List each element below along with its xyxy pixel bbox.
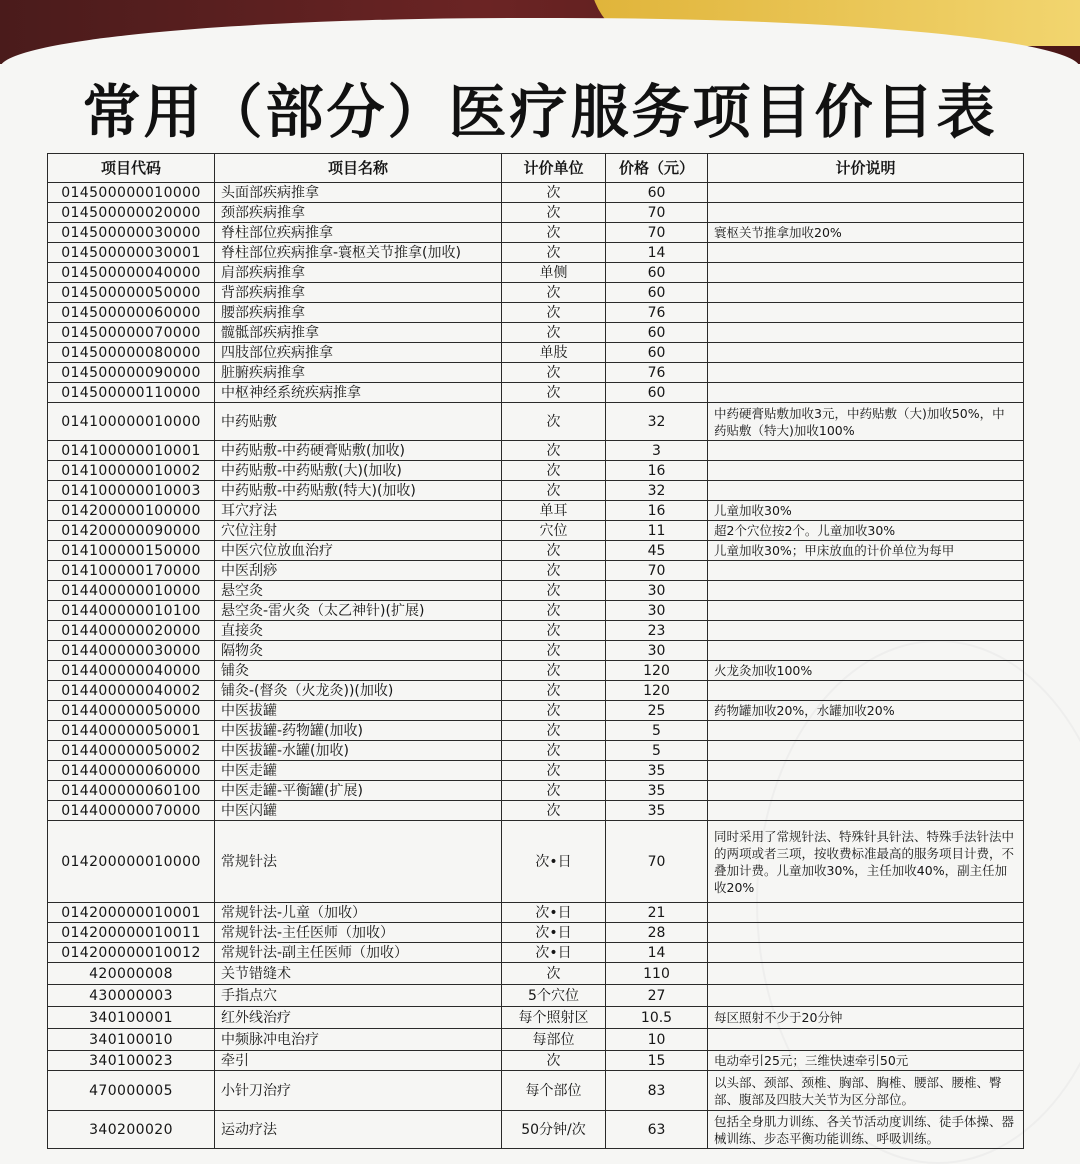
cell-unit: 每个部位 — [502, 1071, 606, 1111]
cell-note — [708, 263, 1024, 283]
table-row — [48, 1051, 1024, 1071]
cell-name: 铺灸 — [215, 661, 502, 681]
cell-note: 以头部、颈部、颈椎、胸部、胸椎、腰部、腰椎、臀部、腹部及四肢大关节为区分部位。 — [708, 1071, 1024, 1111]
cell-name: 四肢部位疾病推拿 — [215, 343, 502, 363]
cell-note — [708, 741, 1024, 761]
cell-code: 014400000040002 — [48, 681, 215, 701]
cell-price: 30 — [606, 601, 708, 621]
cell-price: 21 — [606, 903, 708, 923]
cell-note — [708, 721, 1024, 741]
table-row — [48, 721, 1024, 741]
cell-unit: 次 — [502, 403, 606, 441]
cell-name: 常规针法-主任医师（加收） — [215, 923, 502, 943]
cell-unit: 每个照射区 — [502, 1007, 606, 1029]
cell-code: 430000003 — [48, 985, 215, 1007]
cell-code: 014400000060000 — [48, 761, 215, 781]
cell-code: 420000008 — [48, 963, 215, 985]
cell-code: 014500000030000 — [48, 223, 215, 243]
cell-unit: 次•日 — [502, 943, 606, 963]
table-row — [48, 343, 1024, 363]
header-name: 项目名称 — [215, 154, 502, 183]
cell-code: 014400000020000 — [48, 621, 215, 641]
cell-unit: 次 — [502, 721, 606, 741]
header-price: 价格（元） — [606, 154, 708, 183]
table-row — [48, 985, 1024, 1007]
cell-name: 中频脉冲电治疗 — [215, 1029, 502, 1051]
cell-unit: 次 — [502, 561, 606, 581]
cell-unit: 次 — [502, 1051, 606, 1071]
cell-price: 70 — [606, 203, 708, 223]
cell-name: 中枢神经系统疾病推拿 — [215, 383, 502, 403]
cell-unit: 次 — [502, 621, 606, 641]
cell-name: 中医闪罐 — [215, 801, 502, 821]
cell-price: 70 — [606, 561, 708, 581]
cell-note — [708, 303, 1024, 323]
table-row — [48, 1111, 1024, 1149]
cell-price: 70 — [606, 223, 708, 243]
cell-name: 背部疾病推拿 — [215, 283, 502, 303]
price-table — [47, 153, 1024, 1149]
cell-price: 16 — [606, 461, 708, 481]
cell-price: 60 — [606, 383, 708, 403]
cell-price: 14 — [606, 243, 708, 263]
cell-price: 30 — [606, 641, 708, 661]
table-header-row — [48, 154, 1024, 183]
cell-note — [708, 761, 1024, 781]
cell-name: 中医拔罐-药物罐(加收) — [215, 721, 502, 741]
table-row — [48, 263, 1024, 283]
cell-price: 32 — [606, 481, 708, 501]
cell-price: 120 — [606, 661, 708, 681]
cell-note — [708, 601, 1024, 621]
table-row — [48, 461, 1024, 481]
cell-price: 32 — [606, 403, 708, 441]
table-row — [48, 801, 1024, 821]
cell-code: 014100000010002 — [48, 461, 215, 481]
cell-code: 014100000010000 — [48, 403, 215, 441]
cell-code: 014400000010100 — [48, 601, 215, 621]
cell-name: 常规针法 — [215, 821, 502, 903]
cell-code: 014500000060000 — [48, 303, 215, 323]
cell-note — [708, 203, 1024, 223]
cell-price: 10 — [606, 1029, 708, 1051]
table-row — [48, 303, 1024, 323]
cell-price: 14 — [606, 943, 708, 963]
cell-name: 脊柱部位疾病推拿-寰枢关节推拿(加收) — [215, 243, 502, 263]
cell-code: 014100000150000 — [48, 541, 215, 561]
cell-price: 35 — [606, 761, 708, 781]
table-row — [48, 323, 1024, 343]
cell-code: 014400000030000 — [48, 641, 215, 661]
cell-unit: 次 — [502, 801, 606, 821]
cell-code: 014500000010000 — [48, 183, 215, 203]
cell-unit: 次 — [502, 243, 606, 263]
table-row — [48, 943, 1024, 963]
cell-unit: 次 — [502, 223, 606, 243]
cell-code: 014400000060100 — [48, 781, 215, 801]
cell-unit: 次 — [502, 441, 606, 461]
cell-unit: 次 — [502, 303, 606, 323]
cell-name: 红外线治疗 — [215, 1007, 502, 1029]
cell-note — [708, 943, 1024, 963]
page-title: 常用（部分）医疗服务项目价目表 — [82, 78, 998, 146]
cell-code: 014500000050000 — [48, 283, 215, 303]
cell-unit: 次 — [502, 323, 606, 343]
cell-name: 常规针法-副主任医师（加收） — [215, 943, 502, 963]
cell-price: 60 — [606, 323, 708, 343]
cell-note — [708, 801, 1024, 821]
cell-unit: 次 — [502, 363, 606, 383]
cell-unit: 次 — [502, 681, 606, 701]
cell-code: 014500000040000 — [48, 263, 215, 283]
cell-unit: 次 — [502, 781, 606, 801]
cell-name: 小针刀治疗 — [215, 1071, 502, 1111]
table-row — [48, 923, 1024, 943]
cell-note: 同时采用了常规针法、特殊针具针法、特殊手法针法中的两项或者三项，按收费标准最高的服务项目计费，不叠加计费。儿童加收30%，主任加收40%，副主任加收20% — [708, 821, 1024, 903]
cell-name: 中医拔罐 — [215, 701, 502, 721]
cell-unit: 次 — [502, 601, 606, 621]
table-row — [48, 203, 1024, 223]
table-row — [48, 963, 1024, 985]
cell-code: 014400000040000 — [48, 661, 215, 681]
table-row — [48, 601, 1024, 621]
cell-code: 014500000090000 — [48, 363, 215, 383]
cell-note — [708, 781, 1024, 801]
table-row — [48, 481, 1024, 501]
cell-unit: 次 — [502, 541, 606, 561]
cell-unit: 50分钟/次 — [502, 1111, 606, 1149]
cell-price: 3 — [606, 441, 708, 461]
cell-note — [708, 985, 1024, 1007]
cell-code: 014400000010000 — [48, 581, 215, 601]
cell-price: 23 — [606, 621, 708, 641]
cell-code: 014400000050002 — [48, 741, 215, 761]
cell-note: 中药硬膏贴敷加收3元，中药贴敷（大)加收50%，中药贴敷（特大)加收100% — [708, 403, 1024, 441]
cell-name: 头面部疾病推拿 — [215, 183, 502, 203]
cell-note — [708, 461, 1024, 481]
cell-note — [708, 323, 1024, 343]
cell-price: 110 — [606, 963, 708, 985]
cell-note — [708, 681, 1024, 701]
cell-note — [708, 183, 1024, 203]
table-row — [48, 363, 1024, 383]
cell-price: 60 — [606, 183, 708, 203]
cell-price: 15 — [606, 1051, 708, 1071]
cell-note — [708, 383, 1024, 403]
cell-note — [708, 343, 1024, 363]
cell-code: 340100010 — [48, 1029, 215, 1051]
cell-note — [708, 621, 1024, 641]
cell-name: 关节错缝术 — [215, 963, 502, 985]
cell-code: 014400000050000 — [48, 701, 215, 721]
table-row — [48, 1007, 1024, 1029]
cell-name: 脊柱部位疾病推拿 — [215, 223, 502, 243]
cell-code: 014200000090000 — [48, 521, 215, 541]
cell-price: 5 — [606, 741, 708, 761]
cell-note — [708, 641, 1024, 661]
cell-code: 014500000070000 — [48, 323, 215, 343]
cell-price: 60 — [606, 263, 708, 283]
cell-name: 腰部疾病推拿 — [215, 303, 502, 323]
cell-price: 83 — [606, 1071, 708, 1111]
cell-code: 014400000050001 — [48, 721, 215, 741]
cell-name: 常规针法-儿童（加收） — [215, 903, 502, 923]
cell-note: 火龙灸加收100% — [708, 661, 1024, 681]
table-row — [48, 403, 1024, 441]
cell-name: 悬空灸-雷火灸（太乙神针)(扩展) — [215, 601, 502, 621]
cell-note — [708, 481, 1024, 501]
cell-name: 中药贴敷 — [215, 403, 502, 441]
cell-code: 014500000030001 — [48, 243, 215, 263]
cell-price: 63 — [606, 1111, 708, 1149]
cell-note: 电动牵引25元；三维快速牵引50元 — [708, 1051, 1024, 1071]
cell-unit: 单耳 — [502, 501, 606, 521]
cell-note: 药物罐加收20%，水罐加收20% — [708, 701, 1024, 721]
cell-name: 中药贴敷-中药贴敷(大)(加收) — [215, 461, 502, 481]
cell-name: 肩部疾病推拿 — [215, 263, 502, 283]
cell-note — [708, 963, 1024, 985]
cell-code: 014200000010011 — [48, 923, 215, 943]
cell-unit: 次•日 — [502, 903, 606, 923]
cell-price: 76 — [606, 303, 708, 323]
table-row — [48, 903, 1024, 923]
table-row — [48, 621, 1024, 641]
cell-name: 隔物灸 — [215, 641, 502, 661]
table-row — [48, 681, 1024, 701]
table-body — [48, 183, 1024, 1149]
header-unit: 计价单位 — [502, 154, 606, 183]
cell-unit: 穴位 — [502, 521, 606, 541]
cell-price: 35 — [606, 801, 708, 821]
cell-name: 中医拔罐-水罐(加收) — [215, 741, 502, 761]
cell-name: 悬空灸 — [215, 581, 502, 601]
cell-code: 014100000010003 — [48, 481, 215, 501]
cell-code: 014400000070000 — [48, 801, 215, 821]
cell-price: 60 — [606, 343, 708, 363]
cell-price: 45 — [606, 541, 708, 561]
table-row — [48, 1071, 1024, 1111]
header-note: 计价说明 — [708, 154, 1024, 183]
cell-note: 包括全身肌力训练、各关节活动度训练、徒手体操、器械训练、步态平衡功能训练、呼吸训练。 — [708, 1111, 1024, 1149]
cell-unit: 次 — [502, 641, 606, 661]
cell-price: 11 — [606, 521, 708, 541]
cell-name: 铺灸-(督灸（火龙灸))(加收) — [215, 681, 502, 701]
cell-unit: 次 — [502, 761, 606, 781]
table-row — [48, 761, 1024, 781]
cell-price: 120 — [606, 681, 708, 701]
cell-price: 10.5 — [606, 1007, 708, 1029]
cell-unit: 次 — [502, 661, 606, 681]
cell-code: 014500000020000 — [48, 203, 215, 223]
cell-name: 中医刮痧 — [215, 561, 502, 581]
cell-name: 穴位注射 — [215, 521, 502, 541]
cell-code: 340100023 — [48, 1051, 215, 1071]
cell-name: 中医穴位放血治疗 — [215, 541, 502, 561]
cell-name: 牵引 — [215, 1051, 502, 1071]
cell-note: 儿童加收30% — [708, 501, 1024, 521]
cell-code: 340200020 — [48, 1111, 215, 1149]
cell-unit: 次•日 — [502, 923, 606, 943]
cell-unit: 单肢 — [502, 343, 606, 363]
cell-unit: 次 — [502, 741, 606, 761]
cell-code: 014200000010012 — [48, 943, 215, 963]
cell-unit: 次 — [502, 701, 606, 721]
table-row — [48, 741, 1024, 761]
cell-note — [708, 923, 1024, 943]
cell-price: 60 — [606, 283, 708, 303]
table-row — [48, 641, 1024, 661]
cell-price: 25 — [606, 701, 708, 721]
cell-unit: 次 — [502, 581, 606, 601]
cell-unit: 5个穴位 — [502, 985, 606, 1007]
cell-code: 014100000170000 — [48, 561, 215, 581]
table-row — [48, 501, 1024, 521]
table-row — [48, 383, 1024, 403]
cell-note — [708, 441, 1024, 461]
cell-unit: 次 — [502, 963, 606, 985]
table-row — [48, 701, 1024, 721]
cell-price: 27 — [606, 985, 708, 1007]
cell-unit: 单侧 — [502, 263, 606, 283]
table-row — [48, 223, 1024, 243]
header-code: 项目代码 — [48, 154, 215, 183]
cell-code: 014500000110000 — [48, 383, 215, 403]
cell-price: 5 — [606, 721, 708, 741]
cell-name: 手指点穴 — [215, 985, 502, 1007]
table-row — [48, 581, 1024, 601]
table-row — [48, 541, 1024, 561]
cell-name: 直接灸 — [215, 621, 502, 641]
cell-price: 76 — [606, 363, 708, 383]
table-row — [48, 441, 1024, 461]
cell-code: 340100001 — [48, 1007, 215, 1029]
cell-unit: 每部位 — [502, 1029, 606, 1051]
cell-name: 脏腑疾病推拿 — [215, 363, 502, 383]
cell-note — [708, 903, 1024, 923]
cell-note: 每区照射不少于20分钟 — [708, 1007, 1024, 1029]
cell-note: 寰枢关节推拿加收20% — [708, 223, 1024, 243]
cell-note — [708, 363, 1024, 383]
cell-price: 70 — [606, 821, 708, 903]
cell-note: 超2个穴位按2个。儿童加收30% — [708, 521, 1024, 541]
cell-unit: 次 — [502, 183, 606, 203]
cell-note — [708, 581, 1024, 601]
cell-name: 中医走罐 — [215, 761, 502, 781]
cell-unit: 次 — [502, 461, 606, 481]
cell-code: 014200000100000 — [48, 501, 215, 521]
table-row — [48, 521, 1024, 541]
cell-code: 014100000010001 — [48, 441, 215, 461]
cell-note: 儿童加收30%；甲床放血的计价单位为每甲 — [708, 541, 1024, 561]
cell-code: 014200000010000 — [48, 821, 215, 903]
table-row — [48, 183, 1024, 203]
cell-unit: 次•日 — [502, 821, 606, 903]
cell-note — [708, 283, 1024, 303]
cell-name: 中药贴敷-中药贴敷(特大)(加收) — [215, 481, 502, 501]
cell-price: 28 — [606, 923, 708, 943]
cell-unit: 次 — [502, 383, 606, 403]
cell-code: 014500000080000 — [48, 343, 215, 363]
cell-name: 中医走罐-平衡罐(扩展) — [215, 781, 502, 801]
table-row — [48, 243, 1024, 263]
cell-name: 髋骶部疾病推拿 — [215, 323, 502, 343]
table-row — [48, 781, 1024, 801]
cell-price: 16 — [606, 501, 708, 521]
cell-note — [708, 1029, 1024, 1051]
cell-note — [708, 243, 1024, 263]
cell-unit: 次 — [502, 283, 606, 303]
cell-code: 014200000010001 — [48, 903, 215, 923]
cell-name: 耳穴疗法 — [215, 501, 502, 521]
cell-name: 运动疗法 — [215, 1111, 502, 1149]
cell-code: 470000005 — [48, 1071, 215, 1111]
cell-unit: 次 — [502, 481, 606, 501]
cell-name: 颈部疾病推拿 — [215, 203, 502, 223]
cell-note — [708, 561, 1024, 581]
table-row — [48, 661, 1024, 681]
cell-price: 35 — [606, 781, 708, 801]
table-row — [48, 561, 1024, 581]
table-row — [48, 1029, 1024, 1051]
cell-price: 30 — [606, 581, 708, 601]
table-row — [48, 283, 1024, 303]
cell-unit: 次 — [502, 203, 606, 223]
cell-name: 中药贴敷-中药硬膏贴敷(加收) — [215, 441, 502, 461]
table-row — [48, 821, 1024, 903]
